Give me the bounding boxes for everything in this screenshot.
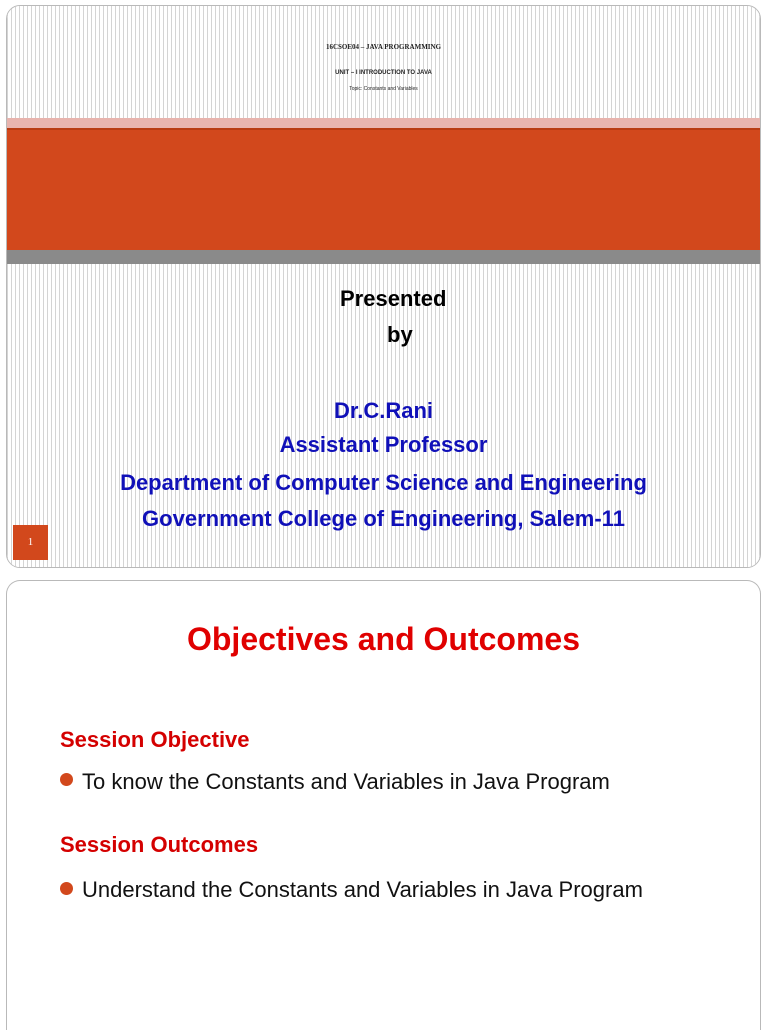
topic-line: Topic: Constants and Variables <box>349 86 418 92</box>
session-objective-heading: Session Objective <box>60 727 250 752</box>
orange-title-band <box>7 128 760 250</box>
outcome-bullet <box>60 877 700 912</box>
objective-bullet <box>60 769 700 795</box>
bullet-dot-icon <box>60 882 73 895</box>
page-number-badge: 1 <box>13 525 48 560</box>
course-line: 16CSOE04 – JAVA PROGRAMMING <box>325 43 442 51</box>
outcome-text: Understand the Constants and Variables in Java Program <box>82 877 643 902</box>
title-slide <box>6 5 761 568</box>
pink-divider-band <box>7 118 760 128</box>
objective-text: To know the Constants and Variables in Java Program <box>82 769 610 794</box>
college-name: Government College of Engineering, Salem-11 <box>142 506 625 531</box>
objectives-slide <box>6 580 761 1030</box>
presenter-name: Dr.C.Rani <box>333 398 434 423</box>
header-stripe-background <box>7 6 760 118</box>
by-label: by <box>387 322 413 347</box>
presenter-title: Assistant Professor <box>279 432 488 457</box>
slide-title: Objectives and Outcomes <box>186 621 580 657</box>
bullet-dot-icon <box>60 773 73 786</box>
gray-divider-band <box>7 250 760 264</box>
unit-line: UNIT – I INTRODUCTION TO JAVA <box>335 70 432 76</box>
session-outcomes-heading: Session Outcomes <box>60 832 259 857</box>
department-name: Department of Computer Science and Engineering <box>120 470 647 495</box>
presented-label: Presented <box>340 286 447 311</box>
